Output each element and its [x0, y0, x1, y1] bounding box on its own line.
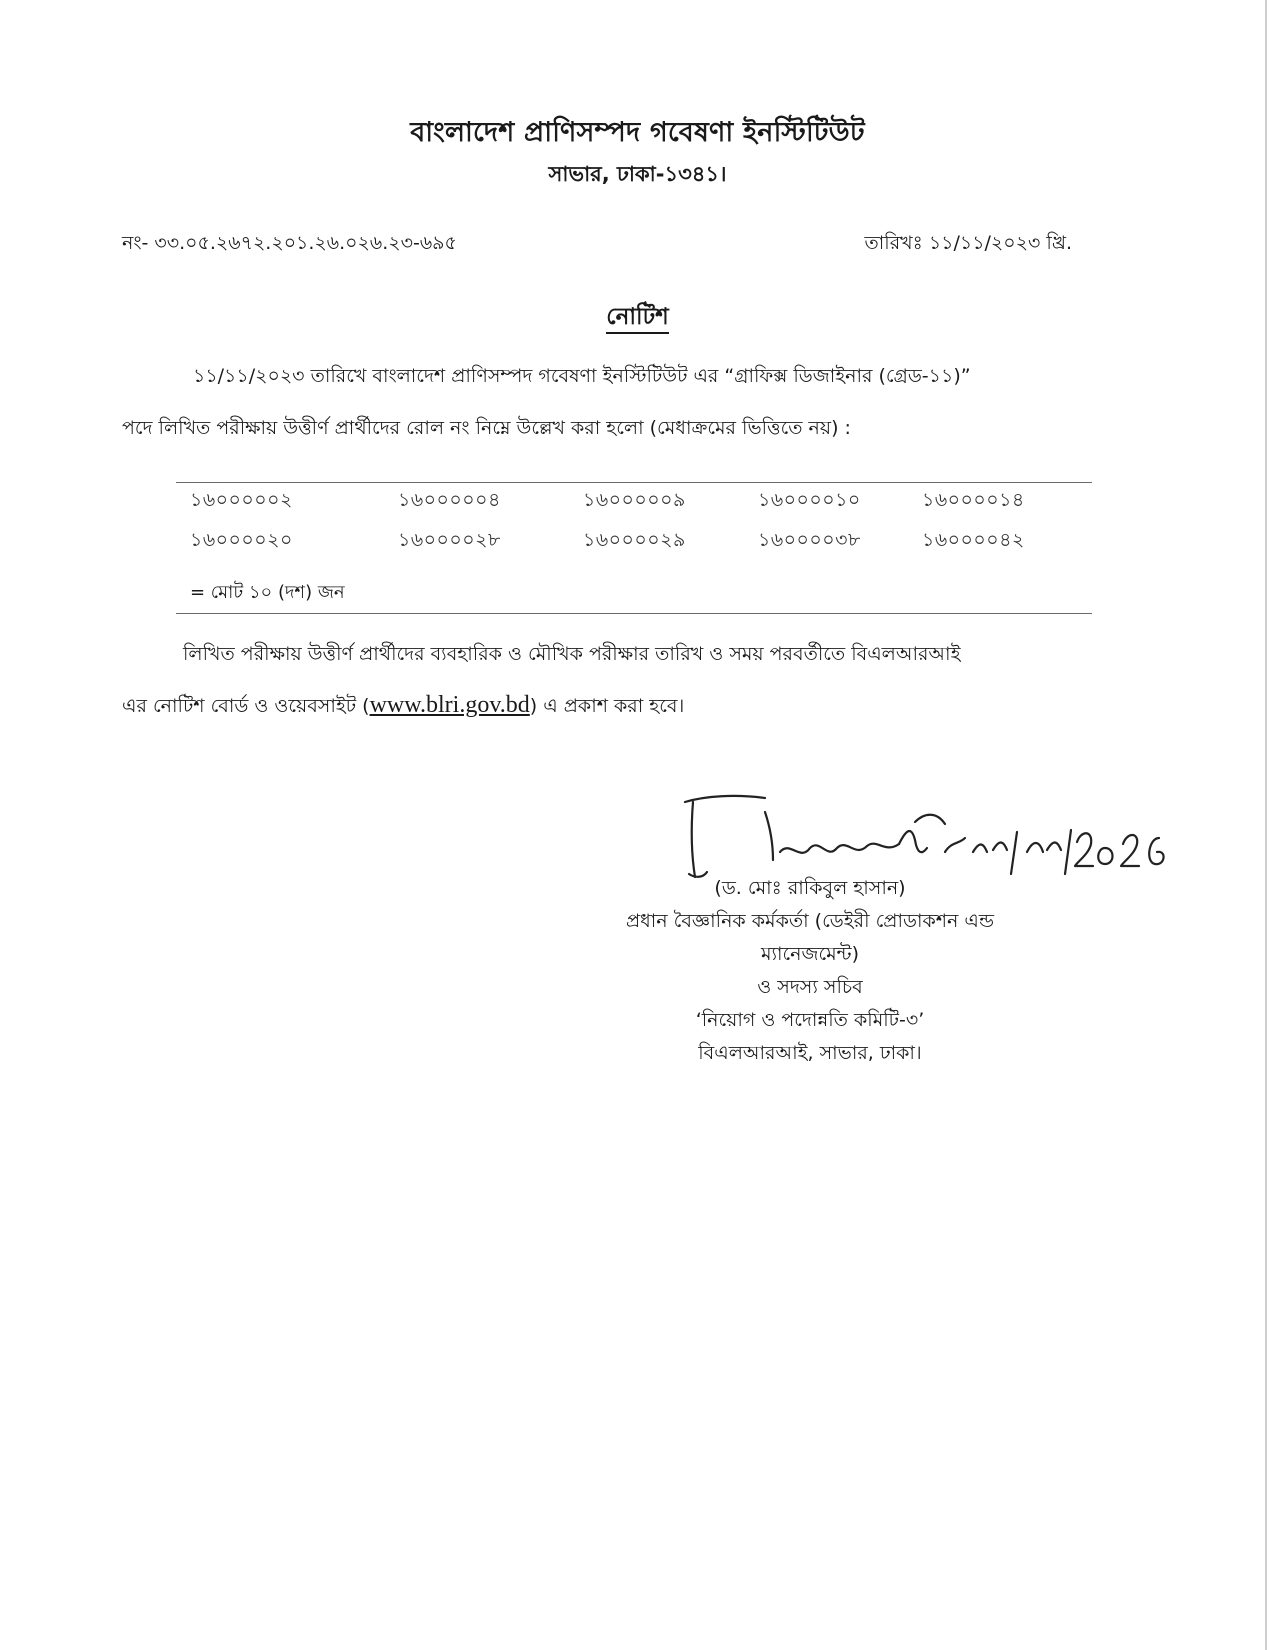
- notice-heading: [0, 298, 1275, 337]
- roll-number: ১৬০০০০১০: [758, 489, 861, 511]
- table-bottom-rule: [176, 613, 1092, 614]
- signatory-role-2: ‘নিয়োগ ও পদোন্নতি কমিটি-৩’: [695, 1009, 925, 1031]
- institute-title: বাংলাদেশ প্রাণিসম্পদ গবেষণা ইনস্টিটিউট: [410, 117, 865, 148]
- notice-paragraph-1-line-1: ১১/১১/২০২৩ তারিখে বাংলাদেশ প্রাণিসম্পদ গবেষণা ইনস্টিটিউট এর “গ্রাফিক্স ডিজাইনার (গ্রেড-১১)”: [193, 365, 971, 387]
- notice-paragraph-1-line-2: পদে লিখিত পরীক্ষায় উত্তীর্ণ প্রার্থীদের রোল নং নিম্নে উল্লেখ করা হলো (মেধাক্রমের ভিত্তিতে নয়) :: [122, 417, 851, 439]
- paragraph-2-prefix: এর নোটিশ বোর্ড ও ওয়েবসাইট (: [122, 695, 370, 717]
- notice-paragraph-2-line-2: [122, 692, 684, 724]
- roll-number: ১৬০০০০২৯: [583, 529, 686, 551]
- roll-number: ১৬০০০০৩৮: [758, 529, 861, 551]
- roll-number: ১৬০০০০০৯: [583, 489, 686, 511]
- roll-number: ১৬০০০০১৪: [922, 489, 1025, 511]
- memo-number: নং- ৩৩.০৫.২৬৭২.২০১.২৬.০২৬.২৩-৬৯৫: [122, 232, 457, 254]
- roll-row: [190, 526, 1090, 566]
- roll-number-table: [190, 486, 1090, 566]
- roll-number: ১৬০০০০২৮: [398, 529, 501, 551]
- table-top-rule: [176, 482, 1092, 483]
- roll-number: ১৬০০০০০৪: [398, 489, 501, 511]
- paragraph-2-suffix: ) এ প্রকাশ করা হবে।: [529, 695, 685, 717]
- total-count: = মোট ১০ (দশ) জন: [190, 582, 345, 603]
- signatory-designation-1: প্রধান বৈজ্ঞানিক কর্মকর্তা (ডেইরী প্রোডাকশন এন্ড: [625, 910, 995, 932]
- signatory-designation-2: ম্যানেজমেন্ট): [760, 943, 860, 965]
- scan-edge-line: [1265, 0, 1267, 1650]
- memo-date: তারিখঃ ১১/১১/২০২৩ খ্রি.: [864, 232, 1072, 254]
- roll-number: ১৬০০০০৪২: [922, 529, 1025, 551]
- roll-number: ১৬০০০০০২: [190, 489, 293, 511]
- signatory-office: বিএলআরআই, সাভার, ঢাকা।: [698, 1042, 922, 1064]
- institute-address: সাভার, ঢাকা-১৩৪১।: [548, 162, 727, 186]
- signatory-block: [560, 872, 1060, 1070]
- website-link[interactable]: www.blri.gov.bd: [369, 692, 530, 718]
- roll-row: [190, 486, 1090, 526]
- signatory-role-1: ও সদস্য সচিব: [757, 976, 863, 998]
- notice-paragraph-2-line-1: লিখিত পরীক্ষায় উত্তীর্ণ প্রার্থীদের ব্যবহারিক ও মৌখিক পরীক্ষার তারিখ ও সময় পরবর্তীতে বিএলআরআই: [183, 643, 961, 665]
- notice-heading-text: নোটিশ: [606, 304, 668, 334]
- roll-number: ১৬০০০০২০: [190, 529, 293, 551]
- signatory-name: (ড. মোঃ রাকিবুল হাসান): [714, 877, 906, 899]
